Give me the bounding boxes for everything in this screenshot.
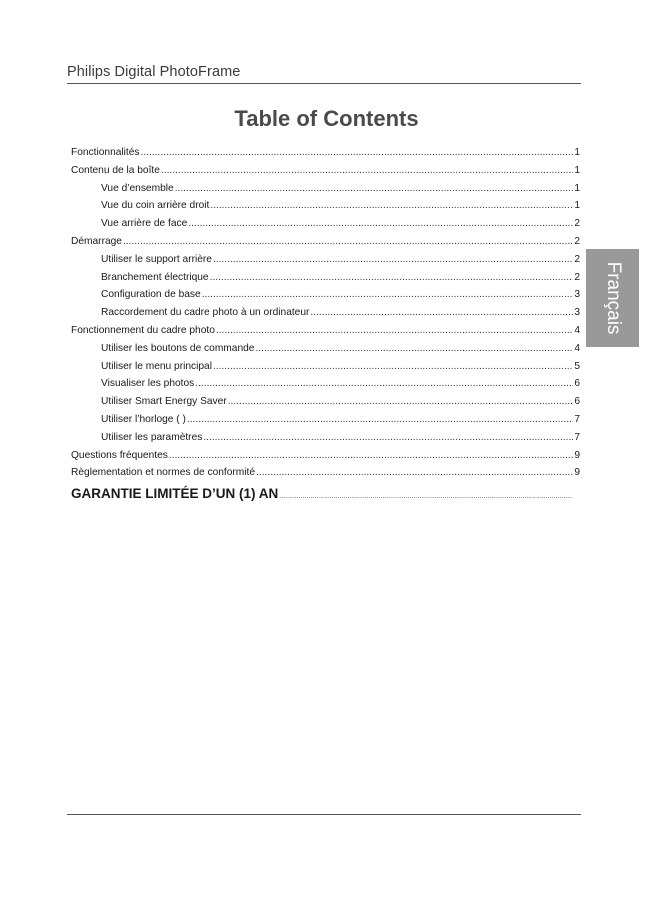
toc-entry-label: Utiliser le support arrière (101, 253, 212, 265)
toc-entry-label: Vue d’ensemble (101, 182, 174, 194)
toc-entry[interactable] (71, 396, 580, 414)
toc-page-number: 2 (574, 235, 580, 247)
toc-dot-leader (213, 361, 573, 372)
toc-entry[interactable] (71, 325, 580, 343)
toc-entry[interactable] (71, 414, 580, 432)
toc-page-number: 3 (574, 307, 580, 319)
language-tab (586, 249, 639, 347)
running-header: Philips Digital PhotoFrame (67, 64, 241, 80)
header-rule (67, 83, 581, 84)
toc-dot-leader (123, 236, 573, 247)
toc-page-number: 1 (574, 147, 580, 158)
toc-entry-label: Utiliser Smart Energy Saver (101, 396, 227, 408)
toc-dot-leader (256, 467, 573, 478)
toc-entry-label: Utiliser les boutons de commande (101, 342, 255, 354)
toc-entry-label: Questions fréquentes (71, 449, 168, 461)
toc-dot-leader (141, 147, 574, 158)
toc-entry[interactable] (71, 307, 580, 325)
toc-page-number: 1 (574, 200, 580, 212)
toc-entry[interactable] (71, 343, 580, 361)
toc-dot-leader (310, 307, 573, 318)
toc-entry-label: Vue du coin arrière droit (101, 200, 210, 212)
toc-entry-label: Règlementation et normes de conformité (71, 467, 256, 479)
toc-entry-label: Raccordement du cadre photo à un ordinateur (101, 307, 310, 319)
toc-entry[interactable] (71, 378, 580, 396)
toc-dot-leader (216, 325, 573, 336)
toc-page-number: 1 (574, 164, 580, 176)
toc-page-number: 2 (574, 253, 580, 265)
toc-dot-leader (255, 343, 573, 354)
toc-page-number: 4 (574, 342, 580, 354)
toc-entry[interactable] (71, 183, 580, 201)
toc-entry-label: Branchement électrique (101, 271, 209, 283)
language-tab-label: Français (602, 261, 624, 335)
toc-page-number: 6 (574, 396, 580, 408)
footer-rule (67, 814, 581, 815)
toc-entry[interactable] (71, 486, 580, 506)
toc-entry-label: GARANTIE LIMITÉE D’UN (1) AN (71, 486, 279, 502)
toc-entry-label: Visualiser les photos (101, 378, 195, 390)
toc-entry[interactable] (71, 236, 580, 254)
toc-entry[interactable] (71, 450, 580, 468)
toc-dot-leader (188, 218, 573, 229)
toc-dot-leader (195, 378, 573, 389)
toc-entry-label: Utiliser le menu principal (101, 360, 212, 372)
toc-page-number: 1 (574, 182, 580, 194)
toc-page-number: 7 (574, 413, 580, 425)
toc-page-number: 2 (574, 218, 580, 230)
toc-dot-leader (187, 414, 573, 425)
toc-entry-label: Utiliser l’horloge ( ) (101, 413, 186, 425)
toc-entry[interactable] (71, 432, 580, 450)
toc-dot-leader (202, 289, 574, 300)
toc-dot-leader (228, 396, 574, 407)
toc-entry[interactable] (71, 218, 580, 236)
toc-entry[interactable] (71, 165, 580, 183)
toc-dot-leader (213, 254, 573, 265)
toc-page-number: 7 (574, 431, 580, 443)
toc-entry-label: Utiliser les paramètres (101, 431, 203, 443)
toc-dot-leader (161, 165, 573, 176)
toc-dot-leader (279, 493, 572, 500)
toc-page-number: 3 (574, 289, 580, 301)
toc-dot-leader (210, 200, 573, 211)
toc-page-number: 4 (574, 324, 580, 336)
toc-entry[interactable] (71, 467, 580, 485)
toc-page-number: 5 (574, 360, 580, 372)
toc-entry-label: Fonctionnement du cadre photo (71, 324, 215, 336)
toc-dot-leader (210, 272, 574, 283)
toc-dot-leader (169, 450, 573, 461)
toc-entry[interactable] (71, 361, 580, 379)
toc-entry[interactable] (71, 272, 580, 290)
toc-entry[interactable] (71, 147, 580, 165)
toc-entry-label: Configuration de base (101, 289, 201, 301)
toc-entry-label: Démarrage (71, 235, 122, 247)
toc-entry-label: Vue arrière de face (101, 218, 188, 230)
toc-page-number: 6 (574, 378, 580, 390)
toc-entry[interactable] (71, 254, 580, 272)
toc-dot-leader (203, 432, 573, 443)
toc-page-number: 9 (574, 449, 580, 461)
toc-entry[interactable] (71, 289, 580, 307)
page-title: Table of Contents (234, 106, 419, 131)
toc-entry-label: Contenu de la boîte (71, 164, 160, 176)
toc-dot-leader (175, 183, 574, 194)
toc-page-number: 2 (574, 271, 580, 283)
table-of-contents (71, 147, 580, 506)
toc-entry-label: Fonctionnalités (71, 147, 140, 158)
toc-page-number: 9 (574, 467, 580, 479)
toc-entry[interactable] (71, 200, 580, 218)
